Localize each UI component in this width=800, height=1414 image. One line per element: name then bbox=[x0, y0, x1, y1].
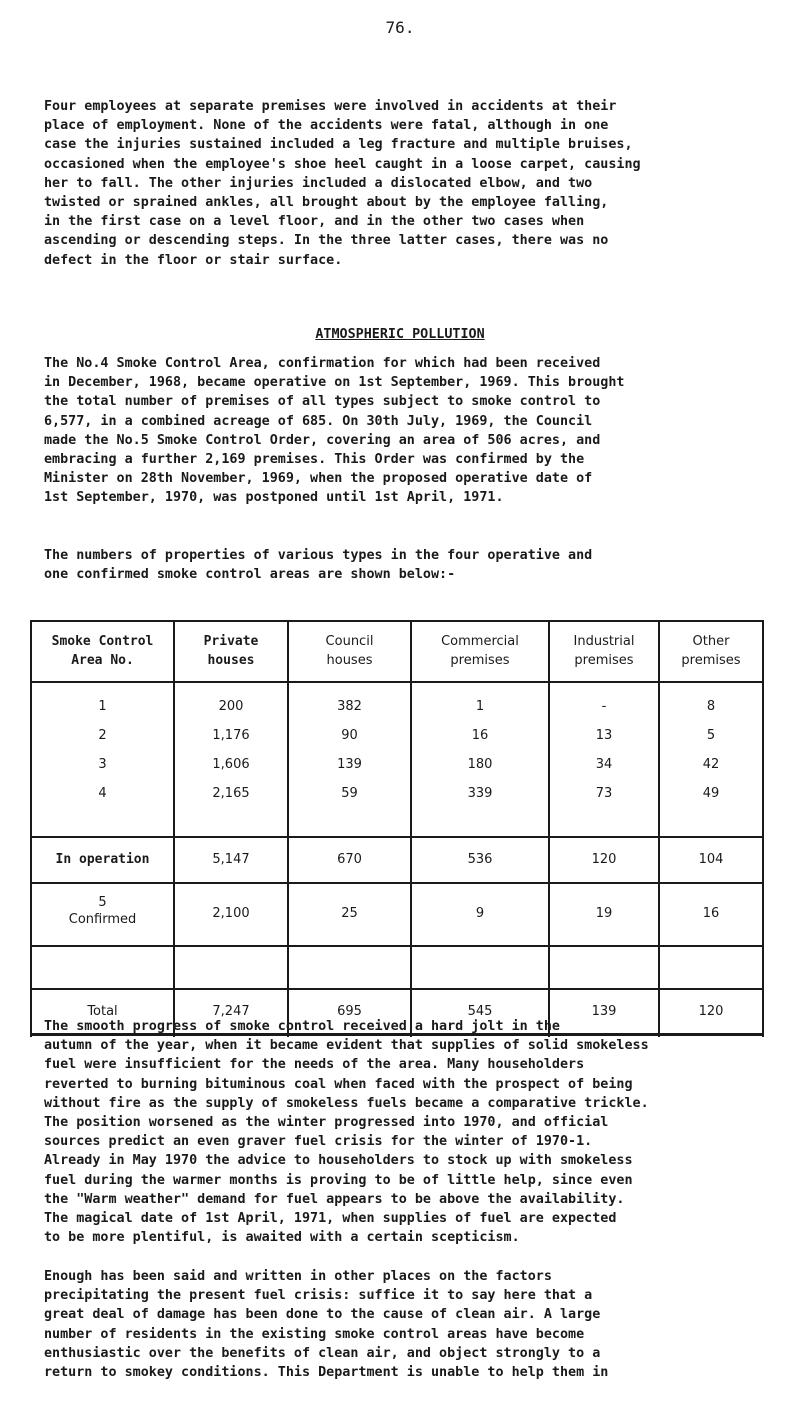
table-rule bbox=[173, 620, 175, 1037]
table-rule bbox=[287, 620, 289, 1037]
council-houses-cell: 59 bbox=[341, 786, 358, 801]
council-houses-cell: 382 bbox=[337, 699, 362, 714]
properties-table bbox=[30, 620, 764, 1037]
paragraph-fuel-crisis: Enough has been said and written in other places on the factors precipitating the present fuel crisis: suffice it to say here that a great deal of damage has been done to the cause of clean air. A large number of residents in the existing smoke control areas have become enthusiastic over the benefits of clean air, and object strongly to a return to smokey conditions. This Department is unable to help them in bbox=[44, 1269, 609, 1381]
other-premises-cell: 104 bbox=[698, 852, 724, 867]
area-no-cell: 4 bbox=[98, 786, 107, 801]
private-houses-cell: 1,606 bbox=[212, 757, 250, 772]
council-houses-cell: 90 bbox=[341, 728, 358, 743]
table-rule bbox=[548, 620, 550, 1037]
commercial-premises-cell: 180 bbox=[467, 757, 493, 772]
other-premises-cell: 42 bbox=[702, 757, 720, 772]
council-houses-cell: 670 bbox=[337, 852, 362, 867]
other-premises-cell: 120 bbox=[698, 1004, 724, 1019]
private-houses-cell: 2,165 bbox=[212, 786, 250, 801]
section-heading bbox=[0, 325, 800, 344]
section-heading-text: ATMOSPHERIC POLLUTION bbox=[315, 327, 485, 342]
in-operation-label: In operation bbox=[55, 852, 150, 867]
header-council-houses: Council houses bbox=[325, 634, 374, 668]
industrial-premises-cell: 19 bbox=[595, 906, 613, 921]
area-no-cell: 3 bbox=[98, 757, 107, 772]
commercial-premises-cell: 545 bbox=[467, 1004, 493, 1019]
commercial-premises-cell: 536 bbox=[467, 852, 493, 867]
table-rule bbox=[30, 945, 764, 947]
industrial-premises-cell: 139 bbox=[591, 1004, 617, 1019]
commercial-premises-cell: 339 bbox=[467, 786, 493, 801]
commercial-premises-cell: 1 bbox=[475, 699, 485, 714]
table-rule bbox=[30, 681, 764, 683]
total-label: Total bbox=[87, 1004, 118, 1019]
table-rule bbox=[30, 620, 32, 1037]
council-houses-cell: 139 bbox=[337, 757, 362, 772]
confirmed-label: 5 Confirmed bbox=[68, 895, 137, 927]
area-no-cell: 1 bbox=[98, 699, 107, 714]
commercial-premises-cell: 9 bbox=[475, 906, 485, 921]
table-rule bbox=[410, 620, 412, 1037]
table-rule bbox=[762, 620, 764, 1037]
council-houses-cell: 695 bbox=[337, 1004, 362, 1019]
private-houses-cell: 200 bbox=[218, 699, 244, 714]
other-premises-cell: 16 bbox=[702, 906, 720, 921]
header-industrial-premises: Industrial premises bbox=[573, 634, 635, 668]
paragraph-smoke-control-areas: The No.4 Smoke Control Area, confirmation for which had been received in December, 1968, became operative on 1st September, 1969. This brought the total number of premises of all types subject to smoke control to 6,577, in a combined acreage of 685. On 30th July, 1969, the Council made the No.5 Smoke Control Order, covering an area of 506 acres, and embracing a further 2,169 premises. This Order was confirmed by the Minister on 28th November, 1969, when the proposed operative date of 1st September, 1970, was postponed until 1st April, 1971. bbox=[44, 356, 625, 506]
commercial-premises-cell: 16 bbox=[471, 728, 489, 743]
private-houses-cell: 5,147 bbox=[212, 852, 250, 867]
table-rule bbox=[30, 836, 764, 838]
table-rule bbox=[30, 882, 764, 884]
header-commercial-premises: Commercial premises bbox=[441, 634, 519, 668]
header-smoke-control-area: Smoke Control Area No. bbox=[51, 634, 154, 668]
private-houses-cell: 1,176 bbox=[212, 728, 250, 743]
header-other-premises: Other premises bbox=[681, 634, 741, 668]
table-rule bbox=[30, 988, 764, 990]
table-rule bbox=[30, 620, 764, 622]
paragraph-table-intro: The numbers of properties of various types in the four operative and one confirmed smoke control areas are shown below:- bbox=[44, 548, 593, 583]
other-premises-cell: 8 bbox=[706, 699, 716, 714]
industrial-premises-cell: 13 bbox=[595, 728, 613, 743]
private-houses-cell: 7,247 bbox=[212, 1004, 250, 1019]
private-houses-cell: 2,100 bbox=[212, 906, 250, 921]
other-premises-cell: 49 bbox=[702, 786, 720, 801]
council-houses-cell: 25 bbox=[341, 906, 358, 921]
page-number: 76. bbox=[385, 18, 415, 37]
industrial-premises-cell: 34 bbox=[595, 757, 613, 772]
paragraph-fuel-shortage: The smooth progress of smoke control received a hard jolt in the autumn of the year, when it became evident that supplies of solid smokeless fuel were insufficient for the needs of the area. Many householders reverted to burning bituminous coal when faced with the prospect of being without fire as the supply of smokeless fuels became a comparative trickle. The position worsened as the winter progressed into 1970, and official sources predict an even graver fuel crisis for the winter of 1970-1. Already in May 1970 the advice to householders to stock up with smokeless fuel during the warmer months is proving to be of little help, since even the "Warm weather" demand for fuel appears to be above the availability. The magical date of 1st April, 1971, when supplies of fuel are expected to be more plentiful, is awaited with a certain scepticism. bbox=[44, 1019, 649, 1246]
other-premises-cell: 5 bbox=[706, 728, 716, 743]
area-no-cell: 2 bbox=[98, 728, 107, 743]
header-private-houses: Private houses bbox=[203, 634, 259, 668]
industrial-premises-cell: - bbox=[601, 699, 607, 714]
industrial-premises-cell: 73 bbox=[595, 786, 613, 801]
paragraph-accidents: Four employees at separate premises were involved in accidents at their place of employment. None of the accidents were fatal, although in one case the injuries sustained included a leg fracture and multiple bruises, occasioned when the employee's shoe heel caught in a loose carpet, causing her to fall. The other injuries included a dislocated elbow, and two twisted or sprained ankles, all brought about by the employee falling, in the first case on a level floor, and in the other two cases when ascending or descending steps. In the three latter cases, there was no defect in the floor or stair surface. bbox=[44, 99, 641, 268]
industrial-premises-cell: 120 bbox=[591, 852, 617, 867]
table-rule bbox=[658, 620, 660, 1037]
